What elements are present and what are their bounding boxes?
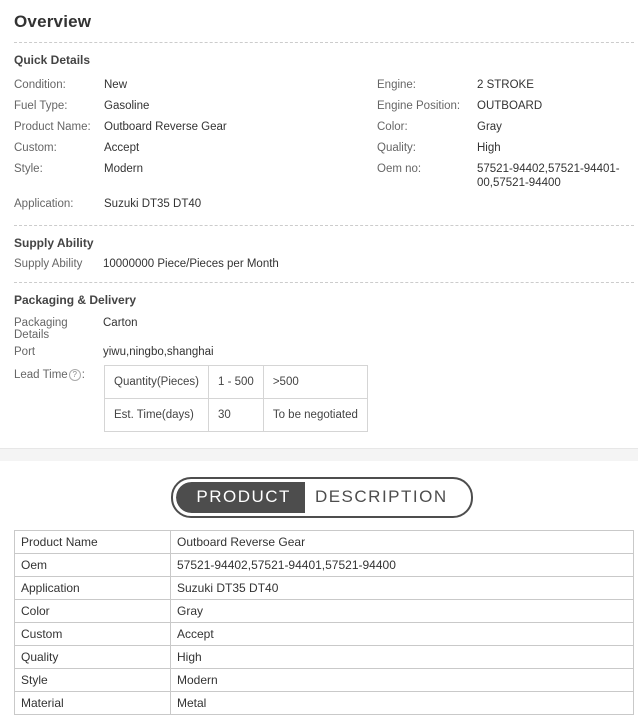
table-row <box>105 366 368 399</box>
detail-label: Custom: <box>14 142 57 154</box>
spec-value: Accept <box>171 623 634 646</box>
banner-left-label: PRODUCT <box>176 482 305 513</box>
spec-value: Outboard Reverse Gear <box>171 531 634 554</box>
table-row <box>15 554 634 577</box>
lead-cell: >500 <box>263 366 367 399</box>
spec-value: Gray <box>171 600 634 623</box>
table-row <box>14 75 634 96</box>
lead-time-text: Lead Time <box>14 369 68 382</box>
banner-outline <box>171 477 472 518</box>
lead-time-colon: : <box>81 369 85 382</box>
supply-ability-label: Supply Ability <box>14 258 83 270</box>
lead-cell: 30 <box>209 399 264 432</box>
spec-value: High <box>171 646 634 669</box>
table-row <box>15 531 634 554</box>
table-row <box>14 138 634 159</box>
help-icon[interactable]: ? <box>69 369 81 381</box>
table-row <box>14 117 634 138</box>
table-row <box>14 258 634 270</box>
quick-details-table <box>14 75 634 215</box>
banner-inner <box>176 482 467 513</box>
supply-ability-value: 10000000 Piece/Pieces per Month <box>103 258 279 270</box>
spec-key: Style <box>15 669 171 692</box>
spec-key: Quality <box>15 646 171 669</box>
spec-key: Product Name <box>15 531 171 554</box>
detail-label: Product Name: <box>14 121 91 133</box>
page-title: Overview <box>14 12 92 31</box>
lead-cell: To be negotiated <box>263 399 367 432</box>
lead-cell: 1 - 500 <box>209 366 264 399</box>
detail-value: High <box>477 142 501 154</box>
lead-time-row <box>14 361 634 432</box>
detail-value: 57521-94402,57521-94401-00,57521-94400 <box>477 163 620 189</box>
lead-time-label <box>14 365 103 381</box>
detail-value: OUTBOARD <box>477 100 543 112</box>
spec-value: Suzuki DT35 DT40 <box>171 577 634 600</box>
detail-value: Gasoline <box>104 100 150 112</box>
detail-label: Application: <box>14 198 74 210</box>
table-row <box>14 96 634 117</box>
banner-right-label: DESCRIPTION <box>305 482 468 513</box>
table-row <box>14 159 634 194</box>
table-row <box>14 315 634 344</box>
table-row <box>14 344 634 361</box>
supply-ability-block <box>0 258 644 282</box>
spec-value: Metal <box>171 692 634 715</box>
detail-value: Accept <box>104 142 140 154</box>
spec-table <box>14 530 634 715</box>
product-description-banner <box>0 461 644 530</box>
packaging-heading: Packaging & Delivery <box>14 293 137 307</box>
packaging-details-value: Carton <box>103 317 138 329</box>
detail-label <box>369 194 477 215</box>
spec-key: Oem <box>15 554 171 577</box>
spec-value: Modern <box>171 669 634 692</box>
table-row <box>15 600 634 623</box>
spec-table-block <box>0 530 644 715</box>
port-value: yiwu,ningbo,shanghai <box>103 346 214 358</box>
lead-cell: Est. Time(days) <box>105 399 209 432</box>
spec-key: Color <box>15 600 171 623</box>
spec-key: Application <box>15 577 171 600</box>
packaging-block <box>0 315 644 438</box>
detail-label: Oem no: <box>377 163 422 175</box>
packaging-details-label: Packaging Details <box>14 317 68 341</box>
spec-key: Custom <box>15 623 171 646</box>
lead-cell: Quantity(Pieces) <box>105 366 209 399</box>
detail-value: Modern <box>104 163 143 175</box>
lead-time-table <box>104 365 368 432</box>
table-row <box>15 577 634 600</box>
detail-value <box>477 194 634 215</box>
table-row <box>15 623 634 646</box>
table-row <box>14 194 634 215</box>
detail-label: Fuel Type: <box>14 100 68 112</box>
detail-value: Gray <box>477 121 502 133</box>
detail-value: Outboard Reverse Gear <box>104 121 227 133</box>
table-row <box>15 646 634 669</box>
detail-label: Condition: <box>14 79 66 91</box>
detail-label: Style: <box>14 163 43 175</box>
section-band <box>0 448 644 461</box>
quick-details-block <box>0 75 644 225</box>
table-row <box>105 399 368 432</box>
table-row <box>15 669 634 692</box>
detail-label: Quality: <box>377 142 416 154</box>
right-gutter <box>638 0 644 610</box>
detail-label: Engine Position: <box>377 100 461 112</box>
detail-label: Engine: <box>377 79 417 91</box>
spec-key: Material <box>15 692 171 715</box>
supply-ability-heading: Supply Ability <box>14 236 94 250</box>
table-row <box>15 692 634 715</box>
detail-label: Color: <box>377 121 408 133</box>
port-label: Port <box>14 346 36 358</box>
detail-value: 2 STROKE <box>477 79 534 91</box>
detail-value: Suzuki DT35 DT40 <box>104 198 202 210</box>
quick-details-heading: Quick Details <box>14 53 91 67</box>
detail-value: New <box>104 79 128 91</box>
spec-value: 57521-94402,57521-94401,57521-94400 <box>171 554 634 577</box>
